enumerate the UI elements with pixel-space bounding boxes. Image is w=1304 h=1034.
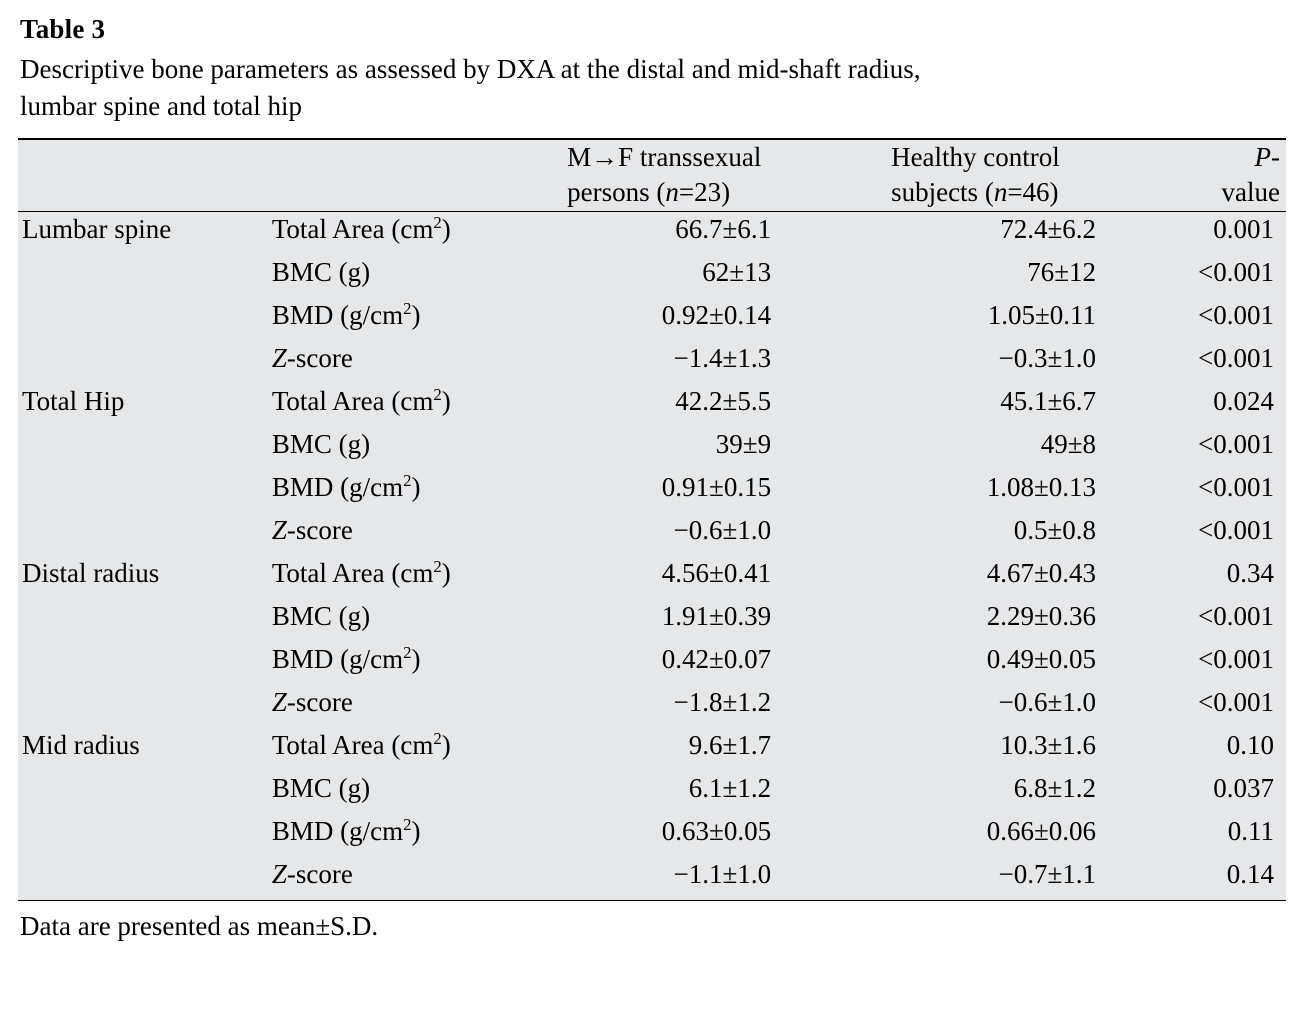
row-pvalue: 0.037 [1213,772,1274,803]
table-row [18,470,1286,513]
row-m2f-value: −1.1±1.0 [673,858,772,889]
row-m2f-value: −1.4±1.3 [673,342,772,373]
row-pvalue: <0.001 [1198,342,1274,373]
row-group-label [18,513,272,556]
row-pvalue: 0.11 [1227,815,1274,846]
table-row [18,642,1286,685]
header-pvalue-cell: P-value [1221,141,1280,208]
row-m2f-value: 0.42±0.07 [661,643,772,674]
header-control-line-1: Healthy control [891,141,1060,172]
table-row [18,857,1286,900]
table-header-row [18,140,1286,211]
row-group-label: Total Hip [22,385,125,416]
row-group-label: Mid radius [22,729,140,760]
row-group-label: Lumbar spine [22,213,172,244]
table-row [18,212,1286,255]
row-pvalue: <0.001 [1198,299,1274,330]
row-m2f-value: 62±13 [702,256,772,287]
row-m2f-value: 39±9 [715,428,772,459]
row-group-label [18,685,272,728]
row-group-label [18,427,272,470]
row-pvalue: 0.001 [1213,213,1274,244]
row-parameter-label: BMC (g) [271,256,371,287]
row-control-value: −0.6±1.0 [998,686,1097,717]
table-footnote: Data are presented as mean±S.D. [20,910,379,941]
row-m2f-value: 0.63±0.05 [661,815,772,846]
row-m2f-value: 42.2±5.5 [675,385,772,416]
header-m2f-cell [565,140,889,211]
row-pvalue: 0.10 [1226,729,1274,760]
table-row [18,599,1286,642]
row-group-label [18,599,272,642]
table-row [18,384,1286,427]
table-row [18,298,1286,341]
row-parameter-label: BMD $(g/cm^2)$ [271,298,421,330]
row-m2f-value: 9.6±1.7 [688,729,772,760]
row-m2f-value: 66.7±6.1 [675,213,772,244]
row-control-value: 1.08±0.13 [986,471,1097,502]
row-group-label [18,642,272,685]
row-control-value: 49±8 [1040,428,1097,459]
row-pvalue: 0.024 [1213,385,1274,416]
row-control-value: 45.1±6.7 [1000,385,1097,416]
row-control-value: −0.3±1.0 [998,342,1097,373]
header-control-cell [889,140,1198,211]
table-row [18,556,1286,599]
row-pvalue: 0.34 [1226,557,1274,588]
row-group-label [18,857,272,900]
table-row [18,814,1286,857]
row-group-label: Distal radius [22,557,160,588]
row-parameter-label: Total Area $(cm^2)$ [271,212,451,244]
row-m2f-value: 6.1±1.2 [688,772,772,803]
row-control-value: −0.7±1.1 [998,858,1097,889]
table-row [18,513,1286,556]
row-control-value: 4.67±0.43 [986,557,1097,588]
row-group-label [18,814,272,857]
header-m2f-line-1: M→F transsexual [567,141,762,172]
header-m2f-line-2: persons (n=23) [567,177,731,208]
row-pvalue: <0.001 [1198,600,1274,631]
row-pvalue: <0.001 [1198,471,1274,502]
row-pvalue: <0.001 [1198,256,1274,287]
table-caption-line-2: lumbar spine and total hip [20,91,302,122]
row-control-value: 72.4±6.2 [1000,213,1097,244]
row-control-value: 1.05±0.11 [987,299,1097,330]
row-group-label [18,470,272,513]
table-row [18,685,1286,728]
row-parameter-label: BMD $(g/cm^2)$ [271,814,421,846]
row-control-value: 6.8±1.2 [1013,772,1097,803]
row-m2f-value: −0.6±1.0 [673,514,772,545]
row-parameter-label: BMC (g) [271,600,371,631]
table-row [18,728,1286,771]
row-parameter-label: Z-score [271,858,353,889]
table-row [18,255,1286,298]
table-row [18,427,1286,470]
table-row [18,341,1286,384]
row-control-value: 0.5±0.8 [1013,514,1097,545]
row-parameter-label: Z-score [271,342,353,373]
row-m2f-value: 1.91±0.39 [661,600,772,631]
row-m2f-value: 0.92±0.14 [661,299,772,330]
row-group-label [18,255,272,298]
row-control-value: 0.66±0.06 [986,815,1097,846]
row-group-label [18,298,272,341]
row-m2f-value: 4.56±0.41 [661,557,772,588]
row-pvalue: <0.001 [1198,514,1274,545]
header-group-cell [18,140,272,211]
row-pvalue: <0.001 [1198,686,1274,717]
row-pvalue: 0.14 [1226,858,1274,889]
row-m2f-value: −1.8±1.2 [673,686,772,717]
row-parameter-label: Total Area $(cm^2)$ [271,384,451,416]
table-bottom-rule [18,900,1286,901]
row-parameter-label: Total Area $(cm^2)$ [271,556,451,588]
row-parameter-label: Total Area $(cm^2)$ [271,728,451,760]
row-control-value: 0.49±0.05 [986,643,1097,674]
row-m2f-value: 0.91±0.15 [661,471,772,502]
row-parameter-label: BMC (g) [271,772,371,803]
row-pvalue: <0.001 [1198,643,1274,674]
bone-parameters-table [18,140,1286,900]
row-parameter-label: Z-score [271,686,353,717]
row-control-value: 76±12 [1027,256,1097,287]
row-control-value: 10.3±1.6 [1000,729,1097,760]
row-group-label [18,341,272,384]
row-parameter-label: BMD $(g/cm^2)$ [271,470,421,502]
table-caption-line-1: Descriptive bone parameters as assessed by DXA at the distal and mid-shaft radius, [20,54,921,84]
row-parameter-label: BMC (g) [271,428,371,459]
header-parameter-cell [272,140,565,211]
table-number-label: Table 3 [20,14,106,44]
row-parameter-label: BMD $(g/cm^2)$ [271,642,421,674]
row-pvalue: <0.001 [1198,428,1274,459]
row-parameter-label: Z-score [271,514,353,545]
row-control-value: 2.29±0.36 [986,600,1097,631]
table-row [18,771,1286,814]
table-caption [20,51,1284,126]
row-group-label [18,771,272,814]
header-control-line-2: subjects (n=46) [891,177,1059,208]
